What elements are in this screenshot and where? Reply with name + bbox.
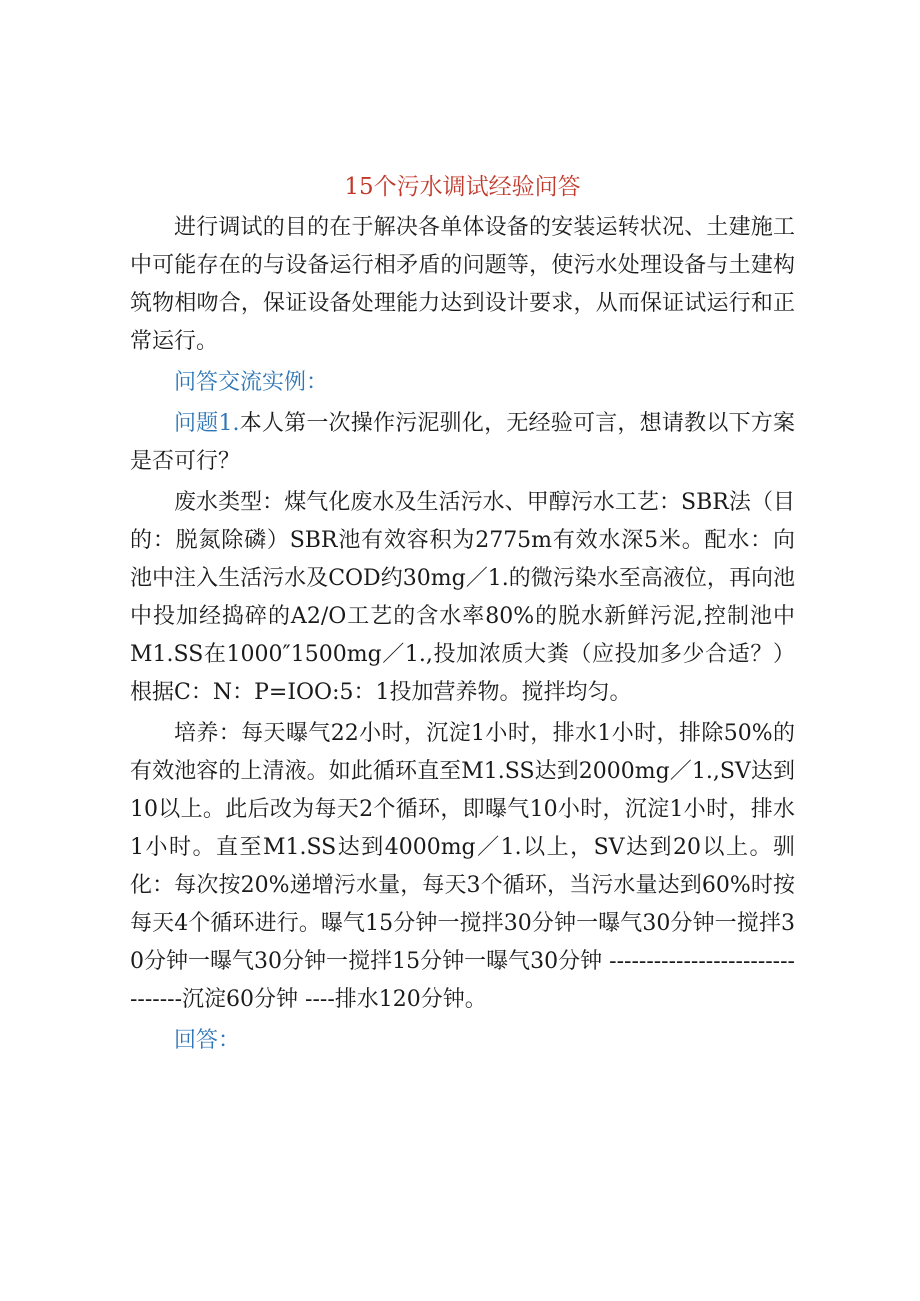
question-text: 本人第一次操作污泥驯化，无经验可言，想请教以下方案是否可行？: [130, 411, 795, 474]
answer-label: 回答：: [174, 1028, 241, 1053]
page-title: 15个污水调试经验问答: [344, 174, 581, 200]
question-paragraph: [130, 405, 795, 481]
wastewater-paragraph: 废水类型：煤气化废水及生活污水、甲醇污水工艺：SBR法（目的：脱氮除磷）SBR池有效容积为2775m有效水深5米。配水：向池中注入生活污水及COD约30mg／1.的微污染水至高液位，再向池中投加经捣碎的A2/O工艺的含水率80%的脱水新鲜污泥,控制池中M1.SS在1000″1500mg／1.,投加浓质大粪（应投加多少合适？）根据C：N：P=IOO:5：1投加营养物。搅拌均匀。: [130, 490, 795, 705]
section-heading: 问答交流实例：: [174, 370, 329, 395]
culture-paragraph: 培养：每天曝气22小时，沉淀1小时，排水1小时，排除50%的有效池容的上清液。如此循环直至M1.SS达到2000mg／1.,SV达到10以上。此后改为每天2个循环，即曝气10小时，沉淀1小时，排水1小时。直至M1.SS达到4000mg／1.以上，SV达到20以上。驯化：每次按20%递增污水量，每天3个循环，当污水量达到60%时按每天4个循环进行。曝气15分钟一搅拌30分钟一曝气30分钟一搅拌30分钟一曝气30分钟一搅拌15分钟一曝气30分钟 --------------------------------沉淀60分钟 ----排水120分钟。: [130, 721, 795, 1012]
question-label: 问题1.: [174, 411, 240, 436]
document-body: [130, 168, 795, 1063]
intro-paragraph: 进行调试的目的在于解决各单体设备的安装运转状况、土建施工中可能存在的与设备运行相矛盾的问题等，使污水处理设备与土建构筑物相吻合，保证设备处理能力达到设计要求，从而保证试运行和正常运行。: [130, 215, 795, 354]
